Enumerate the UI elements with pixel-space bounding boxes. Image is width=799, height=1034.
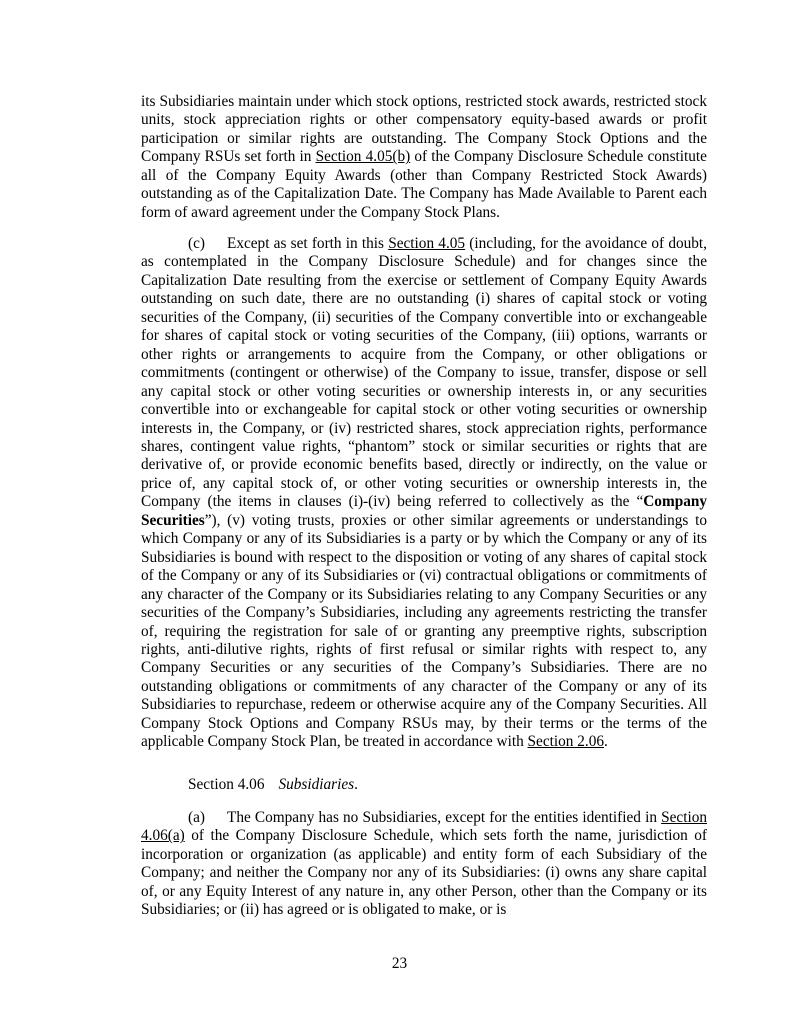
text-run: its Subsidiaries maintain under which stock options, restricted stock awards, restricted stock units, stock appreciation rights or other compensatory equity-based awards or profit participation or similar rights are outstanding. The Company Stock Options and the Company RSUs set forth in: [141, 93, 707, 166]
heading-period: .: [354, 776, 358, 793]
page-number: 23: [391, 955, 408, 972]
section-number: Section 4.06: [188, 776, 265, 793]
section-heading-4-06: [188, 776, 358, 794]
text-run: Except as set forth in this: [226, 235, 389, 252]
text-run: ”), (v) voting trusts, proxies or other similar agreements or understandings to which Company or any of its Subsidiaries is a party or by which the Company or any of its Subsidiaries is bound with respect to the disposition or voting of any shares of capital stock of the Company or any of its Subsidiaries or (vi) contractual obligations or commitments of any character of the Company or its Subsidiaries relating to any Company Securities or any securities of the Company’s Subsidiaries, including any agreements restricting the transfer of, requiring the registration for sale of or granting any preemptive rights, subscription rights, anti-dilutive rights, rights of first refusal or similar rights with respect to, any Company Securities or any securities of the Company’s Subsidiaries. There are no outstanding obligations or commitments of any character of the Company or any of its Subsidiaries to repurchase, redeem or otherwise acquire any of the Company Securities. All Company Stock Options and Company RSUs may, by their terms or the terms of the applicable Company Stock Plan, be treated in accordance with: [141, 511, 707, 751]
text-run: The Company has no Subsidiaries, except for the entities identified in: [226, 809, 662, 826]
text-run: .: [604, 733, 608, 751]
section-title: Subsidiaries: [278, 776, 355, 793]
section-reference-4-06a: Section 4.06(a): [141, 809, 707, 845]
paragraph-a-subsidiaries: [141, 809, 707, 920]
paragraph-equity-awards: [141, 93, 707, 222]
paragraph-text: [141, 809, 707, 920]
text-run: of the Company Disclosure Schedule, which sets forth the name, jurisdiction of incorporation or organization (as applicable) and entity form of each Subsidiary of the Company; and neither the Company nor any of its Subsidiaries: (i) owns any share capital of, or any Equity Interest of any nature in, any other Person, other than the Company or its Subsidiaries; or (ii) has agreed or is obligated to make, or is: [141, 827, 707, 919]
section-reference-4-05b: Section 4.05(b): [315, 148, 411, 166]
paragraph-text: [141, 93, 707, 222]
paragraph-c-company-securities: [141, 235, 707, 752]
paragraph-text: [141, 235, 707, 752]
section-reference-4-05: Section 4.05: [388, 235, 466, 252]
paragraph-label: (c): [188, 235, 205, 252]
text-run: (including, for the avoidance of doubt, as contemplated in the Company Disclosure Schedule) and for changes since the Capitalization Date resulting from the exercise or settlement of Company Equity Awards outstanding on such date, there are no outstanding (i) shares of capital stock or voting securities of the Company, (ii) securities of the Company convertible into or exchangeable for shares of capital stock or voting securities of the Company, (iii) options, warrants or other rights or arrangements to acquire from the Company, or other obligations or commitments (contingent or otherwise) of the Company to issue, transfer, dispose or sell any capital stock or other voting securities or ownership interests in, or any securities convertible into or exchangeable for capital stock or other voting securities or ownership interests in, the Company, or (iv) restricted shares, stock appreciation rights, performance shares, contingent value rights, “phantom” stock or similar securities or rights that are derivative of, or provide economic benefits based, directly or indirectly, on the value or price of, any capital stock of, or other voting securities or ownership interests in, the Company (the items in clauses (i)-(iv) being referred to collectively as the “: [141, 235, 707, 511]
section-reference-2-06: Section 2.06: [527, 733, 605, 751]
defined-term: Company Securities: [141, 493, 707, 529]
text-run: of the Company Disclosure Schedule constitute all of the Company Equity Awards (other than Company Restricted Stock Awards) outstanding as of the Capitalization Date. The Company has Made Available to Parent each form of award agreement under the Company Stock Plans.: [141, 148, 707, 221]
paragraph-label: (a): [188, 809, 205, 826]
